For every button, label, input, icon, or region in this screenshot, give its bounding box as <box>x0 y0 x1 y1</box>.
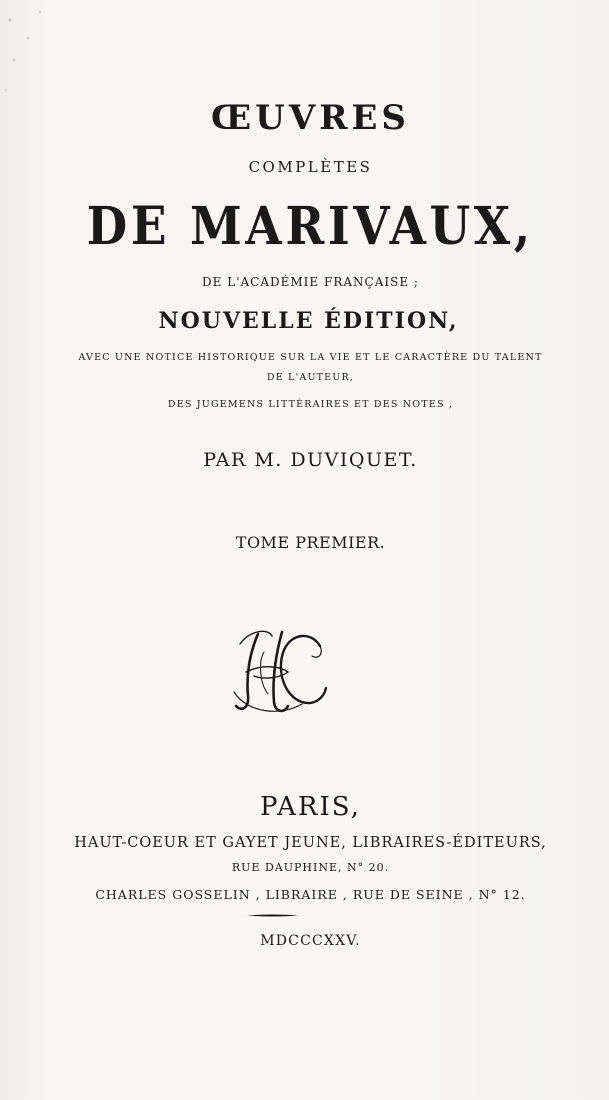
notice-line-2: DE L'AUTEUR, <box>266 372 355 383</box>
imprint-city: PARIS, <box>260 792 361 822</box>
volume-line: TOME PREMIER. <box>235 533 386 552</box>
title-author-name: DE MARIVAUX, <box>86 196 534 257</box>
monogram-hc-icon <box>228 622 332 718</box>
ornamental-rule <box>247 914 299 917</box>
imprint-date: MDCCCXXV. <box>260 933 361 949</box>
notice-line-3: DES JUGEMENS LITTÉRAIRES ET DES NOTES , <box>167 399 454 410</box>
title-oeuvres: ŒUVRES <box>211 98 410 138</box>
imprint-publisher-2: CHARLES GOSSELIN , LIBRAIRE , RUE DE SEINE , N° 12. <box>95 887 526 902</box>
editor-line: PAR M. DUVIQUET. <box>203 449 418 471</box>
imprint-publisher-1: HAUT-COEUR ET GAYET JEUNE, LIBRAIRES-ÉDITEURS, <box>74 835 547 851</box>
edition-line: NOUVELLE ÉDITION, <box>158 308 459 334</box>
notice-line-1: AVEC UNE NOTICE HISTORIQUE SUR LA VIE ET LE CARACTÈRE DU TALENT <box>78 352 543 363</box>
title-completes: COMPLÈTES <box>248 158 373 176</box>
academy-line: DE L'ACADÉMIE FRANÇAISE ; <box>202 275 419 289</box>
imprint-publisher-1-address: RUE DAUPHINE, N° 20. <box>231 861 390 874</box>
